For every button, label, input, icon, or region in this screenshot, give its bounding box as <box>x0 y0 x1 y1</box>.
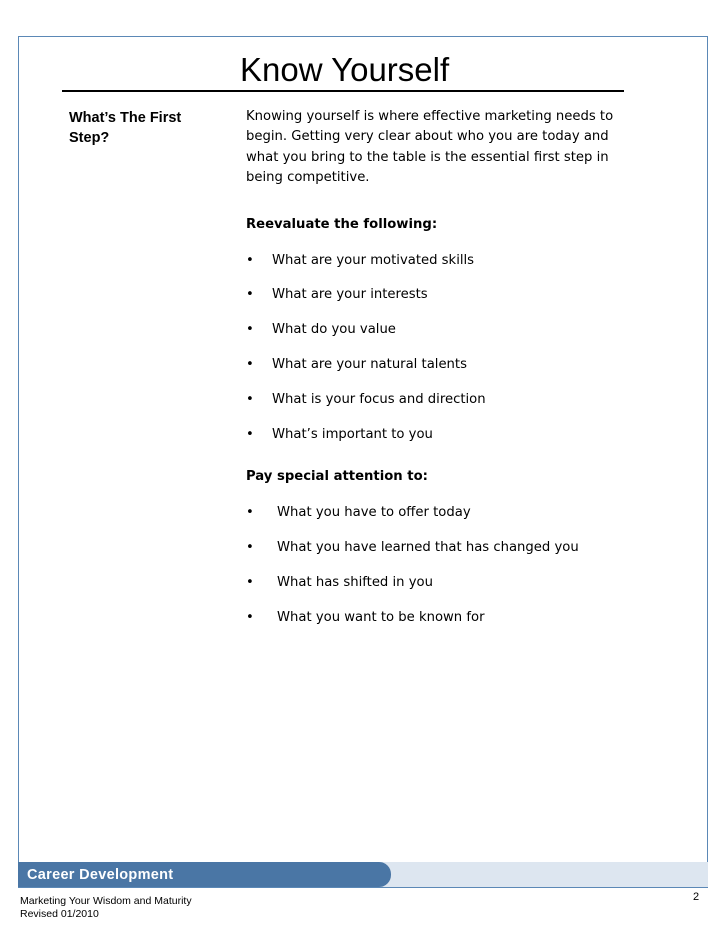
bullet-icon: • <box>246 575 254 590</box>
bullet-icon: • <box>246 426 254 442</box>
list-item <box>246 390 626 425</box>
document-name: Marketing Your Wisdom and Maturity <box>20 895 192 907</box>
attention-list <box>246 503 626 642</box>
reevaluate-list <box>246 251 626 460</box>
list-item-text: What is your focus and direction <box>272 391 486 407</box>
side-heading: What’s The First Step? <box>69 110 182 146</box>
list-item <box>246 573 626 608</box>
bullet-icon: • <box>246 609 254 625</box>
bullet-icon: • <box>246 505 254 521</box>
list-item <box>246 320 626 355</box>
page-number: 2 <box>693 891 700 903</box>
bullet-icon: • <box>246 322 254 338</box>
list-item-text: What you have learned that has changed you <box>277 540 579 556</box>
bullet-icon: • <box>246 540 254 556</box>
list-item <box>246 538 626 573</box>
list-item-text: What you want to be known for <box>277 609 485 625</box>
list-item-text: What are your natural talents <box>272 357 467 373</box>
list-item <box>246 355 626 390</box>
list-item-text: What has shifted in you <box>277 575 433 590</box>
list-item-text: What are your motivated skills <box>272 252 475 268</box>
list-item <box>246 425 626 460</box>
list-item-text: What are your interests <box>272 287 428 303</box>
title-rule <box>62 90 624 92</box>
attention-heading: Pay special attention to: <box>246 469 428 485</box>
revision-date: Revised 01/2010 <box>20 908 99 920</box>
page-title: Know Yourself <box>240 51 450 88</box>
list-item-text: What you have to offer today <box>277 505 471 521</box>
list-item-text: What do you value <box>272 322 396 338</box>
list-item <box>246 251 626 286</box>
bullet-icon: • <box>246 287 254 303</box>
list-item-text: What’s important to you <box>272 426 433 442</box>
bullet-icon: • <box>246 252 254 268</box>
intro-paragraph: Knowing yourself is where effective marketing needs to begin. Getting very clear about who you are today and what you bring to the table is the essential first step in being competitive. <box>246 109 614 186</box>
main-content <box>246 107 626 643</box>
list-item <box>246 503 626 538</box>
bullet-icon: • <box>246 357 254 373</box>
list-item <box>246 285 626 320</box>
bullet-icon: • <box>246 391 254 407</box>
list-item <box>246 608 626 643</box>
reevaluate-heading: Reevaluate the following: <box>246 216 438 232</box>
footer-section-label: Career Development <box>27 867 174 883</box>
